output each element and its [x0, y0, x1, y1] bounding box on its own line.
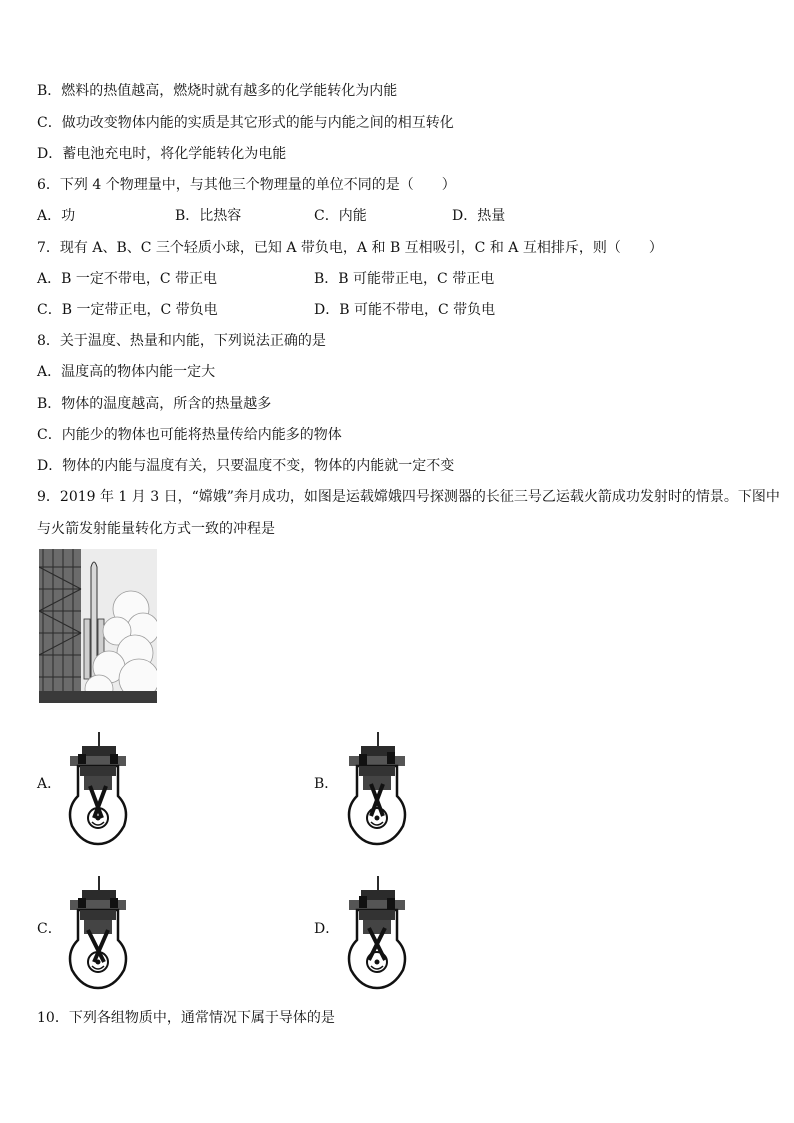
q6-option-d: D．热量: [452, 208, 506, 224]
q6-option-a: A．功: [37, 208, 76, 224]
q9-option-c-label: C．: [37, 921, 62, 937]
q9-option-a-label: A．: [37, 776, 62, 792]
q9-stem-line2: 与火箭发射能量转化方式一致的冲程是: [37, 521, 275, 537]
q5-option-d: D．蓄电池充电时，将化学能转化为电能: [37, 146, 287, 162]
q5-option-b: B．燃料的热值越高，燃烧时就有越多的化学能转化为内能: [37, 83, 398, 99]
q7-stem: 7．现有 A、B、C 三个轻质小球，已知 A 带负电，A 和 B 互相吸引，C 和 A 互相排斥，则（ ）: [37, 240, 663, 256]
q9-option-d-label: D．: [314, 921, 340, 937]
q5-option-c: C．做功改变物体内能的实质是其它形式的能与内能之间的相互转化: [37, 115, 454, 131]
engine-stroke-a-diagram: [60, 726, 136, 846]
engine-stroke-b-diagram: [339, 726, 415, 846]
q7-option-b: B．B 可能带正电，C 带正电: [314, 271, 495, 287]
q6-option-c: C．内能: [314, 208, 367, 224]
q6-stem: 6．下列 4 个物理量中，与其他三个物理量的单位不同的是（ ）: [37, 177, 456, 193]
engine-stroke-c-diagram: [60, 870, 136, 990]
rocket-launch-photo: [39, 549, 157, 703]
q7-option-a: A．B 一定不带电，C 带正电: [37, 271, 218, 287]
q7-option-d: D．B 可能不带电，C 带负电: [314, 302, 496, 318]
engine-stroke-d-diagram: [339, 870, 415, 990]
q9-stem-line1: 9．2019 年 1 月 3 日，“嫦娥”奔月成功，如图是运载嫦娥四号探测器的长征三号乙运载火箭成功发射时的情景。下图中: [37, 489, 780, 505]
q7-option-c: C．B 一定带正电，C 带负电: [37, 302, 218, 318]
q8-option-b: B．物体的温度越高，所含的热量越多: [37, 396, 272, 412]
q10-stem: 10．下列各组物质中，通常情况下属于导体的是: [37, 1010, 335, 1026]
q8-option-c: C．内能少的物体也可能将热量传给内能多的物体: [37, 427, 342, 443]
q8-stem: 8．关于温度、热量和内能，下列说法正确的是: [37, 333, 326, 349]
q8-option-a: A．温度高的物体内能一定大: [37, 364, 216, 380]
q6-option-b: B．比热容: [175, 208, 242, 224]
q9-option-b-label: B．: [314, 776, 339, 792]
q8-option-d: D．物体的内能与温度有关，只要温度不变，物体的内能就一定不变: [37, 458, 455, 474]
